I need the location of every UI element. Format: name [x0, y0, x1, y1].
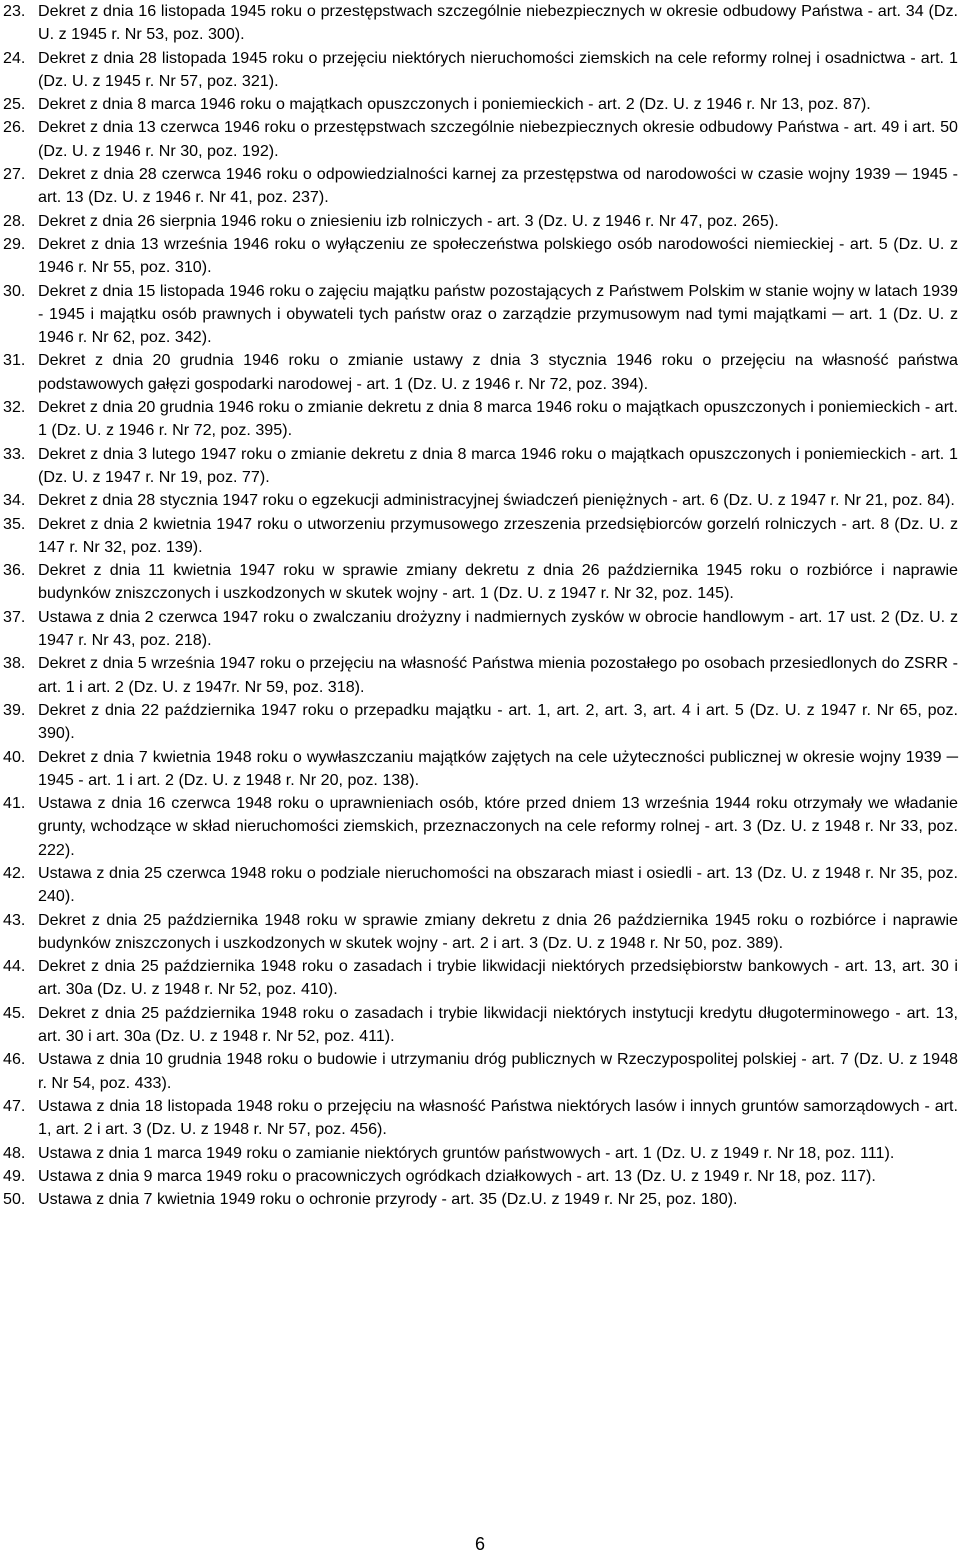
item-number: 33. [3, 444, 26, 463]
item-number: 50. [3, 1190, 26, 1209]
item-text: Ustawa z dnia 7 kwietnia 1949 roku o ochronie przyrody - art. 35 (Dz.U. z 1949 r. Nr 25, poz. 180). [38, 1190, 738, 1209]
item-number: 48. [3, 1143, 26, 1162]
item-number: 47. [3, 1096, 26, 1115]
item-number: 34. [3, 491, 26, 510]
item-number: 29. [3, 234, 26, 253]
item-text: Ustawa z dnia 10 grudnia 1948 roku o budowie i utrzymaniu dróg publicznych w Rzeczypospolitej polskiej - art. 7 (Dz. U. z 1948 r. Nr 54, poz. 433). [38, 1050, 958, 1092]
item-number: 28. [3, 211, 26, 230]
list-item [3, 233, 958, 280]
item-text: Dekret z dnia 28 stycznia 1947 roku o egzekucji administracyjnej świadczeń pieniężnych - art. 6 (Dz. U. z 1947 r. Nr 21, poz. 84). [38, 491, 955, 510]
list-item [3, 862, 958, 909]
item-text: Dekret z dnia 2 kwietnia 1947 roku o utworzeniu przymusowego zrzeszenia przedsiębiorców gorzelń rolniczych - art. 8 (Dz. U. z 147 r. Nr 32, poz. 139). [38, 514, 958, 556]
list-item [3, 47, 958, 94]
item-number: 49. [3, 1166, 26, 1185]
item-text: Ustawa z dnia 1 marca 1949 roku o zamianie niektórych gruntów państwowych - art. 1 (Dz. U. z 1949 r. Nr 18, poz. 111). [38, 1143, 895, 1162]
item-number: 32. [3, 398, 26, 417]
item-text: Dekret z dnia 25 października 1948 roku o zasadach i trybie likwidacji niektórych instytucji kredytu długoterminowego - art. 13, art. 30 i art. 30a (Dz. U. z 1948 r. Nr 52, poz. 411). [38, 1003, 958, 1046]
list-item [3, 559, 958, 606]
item-number: 36. [3, 561, 26, 580]
legislation-list [3, 0, 958, 1211]
item-text: Dekret z dnia 15 listopada 1946 roku o zajęciu majątku państw pozostających z Państwem Polskim w stanie wojny w latach 1939 - 1945 i majątku osób prawnych i obywateli tych państw oraz o zarządzie przymusowym nad tymi majątkami ─ art. 1 (Dz. U. z 1946 r. Nr 62, poz. 342). [38, 281, 958, 347]
item-text: Dekret z dnia 11 kwietnia 1947 roku w sprawie zmiany dekretu z dnia 26 października 1945 roku o rozbiórce i naprawie budynków zniszczonych i uszkodzonych w skutek wojny - art. 1 (Dz. U. z 1947 r. Nr 32, poz. 145). [38, 561, 958, 603]
item-text: Dekret z dnia 28 czerwca 1946 roku o odpowiedzialności karnej za przestępstwa od narodowości w czasie wojny 1939 ─ 1945 - art. 13 (Dz. U. z 1946 r. Nr 41, poz. 237). [38, 165, 958, 207]
item-number: 41. [3, 794, 26, 813]
page-number: 6 [474, 1534, 485, 1554]
item-text: Dekret z dnia 28 listopada 1945 roku o przejęciu niektórych nieruchomości ziemskich na cele reformy rolnej i osadnictwa - art. 1 (Dz. U. z 1945 r. Nr 57, poz. 321). [38, 48, 958, 90]
item-text: Dekret z dnia 20 grudnia 1946 roku o zmianie ustawy z dnia 3 stycznia 1946 roku o przejęciu na własność państwa podstawowych gałęzi gospodarki narodowej - art. 1 (Dz. U. z 1946 r. Nr 72, poz. 394). [38, 351, 958, 393]
list-item [3, 1095, 958, 1142]
list-item [3, 792, 958, 862]
item-number: 24. [3, 48, 26, 67]
item-number: 30. [3, 281, 26, 300]
item-text: Ustawa z dnia 2 czerwca 1947 roku o zwalczaniu drożyzny i nadmiernych zysków w obrocie handlowym - art. 17 ust. 2 (Dz. U. z 1947 r. Nr 43, poz. 218). [38, 607, 958, 650]
list-item [3, 909, 958, 956]
list-item [3, 349, 958, 396]
list-item [3, 280, 958, 350]
item-text: Ustawa z dnia 16 czerwca 1948 roku o uprawnieniach osób, które przed dniem 13 września 1944 roku otrzymały we władanie grunty, wchodzące w skład nieruchomości ziemskich, przeznaczonych na cele reformy rolnej - art. 3 (Dz. U. z 1948 r. Nr 33, poz. 222). [38, 794, 958, 859]
item-number: 45. [3, 1003, 26, 1022]
item-text: Dekret z dnia 20 grudnia 1946 roku o zmianie dekretu z dnia 8 marca 1946 roku o majątkach opuszczonych i poniemieckich - art. 1 (Dz. U. z 1946 r. Nr 72, poz. 395). [38, 398, 958, 440]
item-number: 42. [3, 863, 26, 882]
item-text: Dekret z dnia 22 października 1947 roku o przepadku majątku - art. 1, art. 2, art. 3, art. 4 i art. 5 (Dz. U. z 1947 r. Nr 65, poz. 390). [38, 700, 958, 743]
list-item [3, 489, 958, 512]
item-number: 46. [3, 1050, 26, 1069]
item-text: Ustawa z dnia 18 listopada 1948 roku o przejęciu na własność Państwa niektórych lasów i innych gruntów samorządowych - art. 1, art. 2 i art. 3 (Dz. U. z 1948 r. Nr 57, poz. 456). [38, 1096, 958, 1139]
item-text: Dekret z dnia 25 października 1948 roku o zasadach i trybie likwidacji niektórych przedsiębiorstw bankowych - art. 13, art. 30 i art. 30a (Dz. U. z 1948 r. Nr 52, poz. 410). [38, 957, 958, 999]
item-number: 43. [3, 910, 26, 929]
item-text: Ustawa z dnia 9 marca 1949 roku o pracowniczych ogródkach działkowych - art. 13 (Dz. U. z 1949 r. Nr 18, poz. 117). [38, 1166, 876, 1185]
item-text: Dekret z dnia 3 lutego 1947 roku o zmianie dekretu z dnia 8 marca 1946 roku o majątkach opuszczonych i poniemieckich - art. 1 (Dz. U. z 1947 r. Nr 19, poz. 77). [38, 444, 958, 486]
list-item [3, 746, 958, 793]
item-number: 44. [3, 957, 26, 976]
item-text: Dekret z dnia 13 czerwca 1946 roku o przestępstwach szczególnie niebezpiecznych okresie odbudowy Państwa - art. 49 i art. 50 (Dz. U. z 1946 r. Nr 30, poz. 192). [38, 118, 958, 160]
list-item [3, 1188, 958, 1211]
item-text: Dekret z dnia 5 września 1947 roku o przejęciu na własność Państwa mienia pozostałego po osobach przesiedlonych do ZSRR - art. 1 i art. 2 (Dz. U. z 1947r. Nr 59, poz. 318). [38, 654, 958, 696]
item-text: Dekret z dnia 16 listopada 1945 roku o przestępstwach szczególnie niebezpiecznych w okresie odbudowy Państwa - art. 34 (Dz. U. z 1945 r. Nr 53, poz. 300). [38, 2, 958, 44]
list-item [3, 1048, 958, 1095]
list-item [3, 1142, 958, 1165]
list-item [3, 1002, 958, 1049]
item-number: 31. [3, 351, 26, 370]
list-item [3, 606, 958, 653]
item-text: Dekret z dnia 13 września 1946 roku o wyłączeniu ze społeczeństwa polskiego osób narodowości niemieckiej - art. 5 (Dz. U. z 1946 r. Nr 55, poz. 310). [38, 234, 958, 277]
list-item [3, 1165, 958, 1188]
list-item [3, 955, 958, 1002]
list-item [3, 210, 958, 233]
item-number: 26. [3, 118, 26, 137]
list-item [3, 443, 958, 490]
item-text: Dekret z dnia 25 października 1948 roku w sprawie zmiany dekretu z dnia 26 października 1945 roku o rozbiórce i naprawie budynków zniszczonych i uszkodzonych w skutek wojny - art. 2 i art. 3 (Dz. U. z 1948 r. Nr 50, poz. 389). [38, 910, 958, 952]
item-text: Dekret z dnia 8 marca 1946 roku o majątkach opuszczonych i poniemieckich - art. 2 (Dz. U. z 1946 r. Nr 13, poz. 87). [38, 95, 871, 114]
item-number: 23. [3, 2, 26, 20]
item-number: 27. [3, 165, 26, 184]
item-text: Dekret z dnia 7 kwietnia 1948 roku o wywłaszczaniu majątków zajętych na cele użyteczności publicznej w okresie wojny 1939 ─ 1945 - art. 1 i art. 2 (Dz. U. z 1948 r. Nr 20, poz. 138). [38, 747, 958, 789]
list-item [3, 396, 958, 443]
item-number: 39. [3, 700, 26, 719]
list-item [3, 93, 958, 116]
list-item [3, 513, 958, 560]
list-item [3, 116, 958, 163]
list-item [3, 163, 958, 210]
item-text: Dekret z dnia 26 sierpnia 1946 roku o zniesieniu izb rolniczych - art. 3 (Dz. U. z 1946 r. Nr 47, poz. 265). [38, 211, 779, 230]
list-item [3, 699, 958, 746]
item-number: 37. [3, 607, 26, 626]
item-number: 25. [3, 95, 26, 114]
item-text: Ustawa z dnia 25 czerwca 1948 roku o podziale nieruchomości na obszarach miast i osiedli - art. 13 (Dz. U. z 1948 r. Nr 35, poz. 240). [38, 863, 958, 906]
list-item [3, 0, 958, 47]
item-number: 38. [3, 654, 26, 673]
item-number: 35. [3, 514, 26, 533]
item-number: 40. [3, 747, 26, 766]
list-item [3, 652, 958, 699]
